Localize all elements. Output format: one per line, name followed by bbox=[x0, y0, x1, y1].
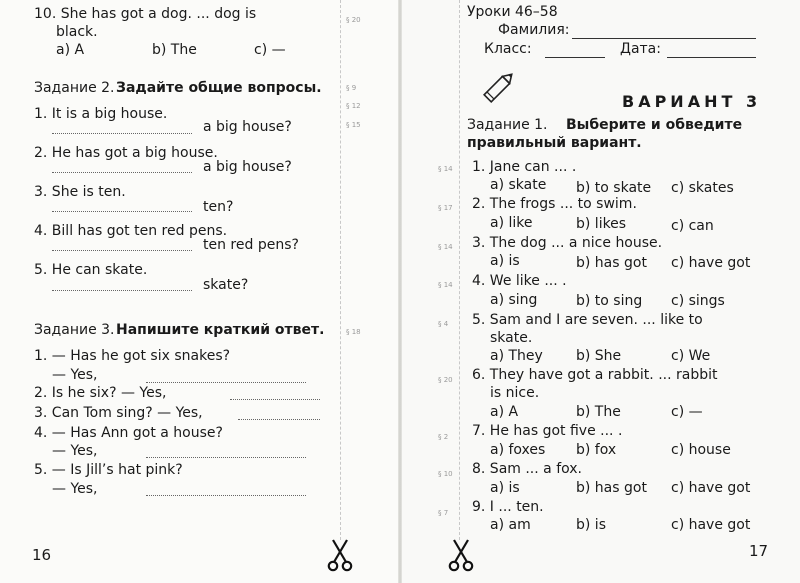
margin-ref: § 10 bbox=[438, 470, 453, 478]
margin-ref: § 12 bbox=[346, 102, 361, 110]
option-c[interactable]: c) skates bbox=[671, 180, 734, 196]
margin-ref: § 2 bbox=[438, 433, 449, 441]
list-item-tail: a big house? bbox=[203, 119, 292, 135]
book-gutter bbox=[398, 0, 402, 583]
option-b[interactable]: b) The bbox=[576, 404, 621, 420]
question: 6. They have got a rabbit. ... rabbit bbox=[472, 367, 718, 383]
question-stem-cont: black. bbox=[56, 24, 98, 40]
list-item: 5. — Is Jill’s hat pink? bbox=[34, 462, 183, 478]
scissors-icon bbox=[327, 538, 353, 576]
option-c[interactable]: c) have got bbox=[671, 255, 751, 271]
option-a[interactable]: a) foxes bbox=[490, 442, 546, 458]
margin-ref: § 7 bbox=[438, 509, 449, 517]
option-b[interactable]: b) is bbox=[576, 517, 606, 533]
option-c[interactable]: c) — bbox=[671, 404, 703, 420]
list-item: 4. Bill has got ten red pens. bbox=[34, 223, 228, 239]
option-b[interactable]: b) to skate bbox=[576, 180, 652, 196]
task-label: Задание 2. bbox=[34, 80, 115, 96]
list-item-tail: ten red pens? bbox=[203, 237, 299, 253]
date-label: Дата: bbox=[620, 41, 661, 57]
margin-ref: § 4 bbox=[438, 320, 449, 328]
task-label: Задание 3. bbox=[34, 322, 115, 338]
option-c[interactable]: c) We bbox=[671, 348, 711, 364]
page-number-left: 16 bbox=[32, 546, 52, 564]
task-label: Задание 1. bbox=[467, 117, 548, 133]
list-item: 4. — Has Ann got a house? bbox=[34, 425, 223, 441]
task-title: Напишите краткий ответ. bbox=[116, 322, 325, 338]
answer-blank[interactable] bbox=[146, 382, 306, 383]
option-a[interactable]: a) like bbox=[490, 215, 533, 231]
answer-blank[interactable] bbox=[146, 495, 306, 496]
option-b[interactable]: b) has got bbox=[576, 480, 647, 496]
margin-ref: § 14 bbox=[438, 281, 453, 289]
option-a[interactable]: a) sing bbox=[490, 292, 538, 308]
question: 2. The frogs ... to swim. bbox=[472, 196, 637, 212]
answer-blank[interactable] bbox=[52, 211, 192, 212]
question: 5. Sam and I are seven. ... like to bbox=[472, 312, 703, 328]
option-b[interactable]: b) The bbox=[152, 42, 197, 58]
option-b[interactable]: b) has got bbox=[576, 255, 647, 271]
cut-line-left bbox=[340, 0, 341, 540]
question: 4. We like ... . bbox=[472, 273, 567, 289]
task-title: Выберите и обведите bbox=[566, 117, 743, 133]
list-item: 2. Is he six? — Yes, bbox=[34, 385, 167, 401]
answer-blank[interactable] bbox=[52, 133, 192, 134]
option-a[interactable]: a) A bbox=[490, 404, 519, 420]
option-a[interactable]: a) am bbox=[490, 517, 531, 533]
list-item-tail: skate? bbox=[203, 277, 249, 293]
option-b[interactable]: b) to sing bbox=[576, 293, 643, 309]
task-title-cont: правильный вариант. bbox=[467, 135, 642, 151]
option-c[interactable]: c) house bbox=[671, 442, 731, 458]
date-field[interactable] bbox=[667, 57, 756, 58]
lessons-label: Уроки 46–58 bbox=[467, 4, 558, 20]
option-c[interactable]: c) sings bbox=[671, 293, 725, 309]
margin-ref: § 17 bbox=[438, 204, 453, 212]
question-cont: skate. bbox=[490, 330, 533, 346]
question-stem: 10. She has got a dog. ... dog is bbox=[34, 6, 257, 22]
answer-blank[interactable] bbox=[146, 457, 306, 458]
margin-ref: § 20 bbox=[346, 16, 361, 24]
option-a[interactable]: a) skate bbox=[490, 177, 547, 193]
option-a[interactable]: a) A bbox=[56, 42, 85, 58]
margin-ref: § 18 bbox=[346, 328, 361, 336]
option-b[interactable]: b) likes bbox=[576, 216, 627, 232]
answer-blank[interactable] bbox=[52, 172, 192, 173]
cut-line-right bbox=[459, 0, 460, 540]
option-a[interactable]: a) is bbox=[490, 480, 520, 496]
list-item-answer: — Yes, bbox=[52, 443, 98, 459]
list-item: 2. He has got a big house. bbox=[34, 145, 218, 161]
page-number-right: 17 bbox=[749, 542, 769, 560]
margin-ref: § 14 bbox=[438, 165, 453, 173]
option-c[interactable]: c) have got bbox=[671, 480, 751, 496]
list-item: 3. Can Tom sing? — Yes, bbox=[34, 405, 203, 421]
question: 3. The dog ... a nice house. bbox=[472, 235, 663, 251]
option-a[interactable]: a) They bbox=[490, 348, 543, 364]
option-c[interactable]: c) can bbox=[671, 218, 714, 234]
margin-ref: § 9 bbox=[346, 84, 357, 92]
option-c[interactable]: c) — bbox=[254, 42, 286, 58]
option-c[interactable]: c) have got bbox=[671, 517, 751, 533]
margin-ref: § 20 bbox=[438, 376, 453, 384]
question: 1. Jane can ... . bbox=[472, 159, 577, 175]
answer-blank[interactable] bbox=[52, 290, 192, 291]
answer-blank[interactable] bbox=[238, 419, 320, 420]
list-item-answer: — Yes, bbox=[52, 481, 98, 497]
list-item: 5. He can skate. bbox=[34, 262, 148, 278]
option-b[interactable]: b) She bbox=[576, 348, 622, 364]
question: 8. Sam ... a fox. bbox=[472, 461, 582, 477]
option-a[interactable]: a) is bbox=[490, 253, 520, 269]
option-b[interactable]: b) fox bbox=[576, 442, 617, 458]
task-title: Задайте общие вопросы. bbox=[116, 80, 322, 96]
scissors-icon bbox=[448, 538, 474, 576]
list-item-answer: — Yes, bbox=[52, 367, 98, 383]
surname-label: Фамилия: bbox=[498, 22, 570, 38]
class-label: Класс: bbox=[484, 41, 532, 57]
answer-blank[interactable] bbox=[52, 250, 192, 251]
question: 9. I ... ten. bbox=[472, 499, 544, 515]
surname-field[interactable] bbox=[572, 38, 756, 39]
list-item-tail: a big house? bbox=[203, 159, 292, 175]
list-item: 1. It is a big house. bbox=[34, 106, 168, 122]
margin-ref: § 14 bbox=[438, 243, 453, 251]
list-item-tail: ten? bbox=[203, 199, 234, 215]
variant-title: ВАРИАНТ 3 bbox=[622, 92, 762, 111]
margin-ref: § 15 bbox=[346, 121, 361, 129]
class-field[interactable] bbox=[545, 57, 605, 58]
list-item: 1. — Has he got six snakes? bbox=[34, 348, 231, 364]
question: 7. He has got five ... . bbox=[472, 423, 623, 439]
answer-blank[interactable] bbox=[230, 399, 320, 400]
pencil-icon bbox=[478, 66, 520, 112]
question-cont: is nice. bbox=[490, 385, 540, 401]
list-item: 3. She is ten. bbox=[34, 184, 126, 200]
